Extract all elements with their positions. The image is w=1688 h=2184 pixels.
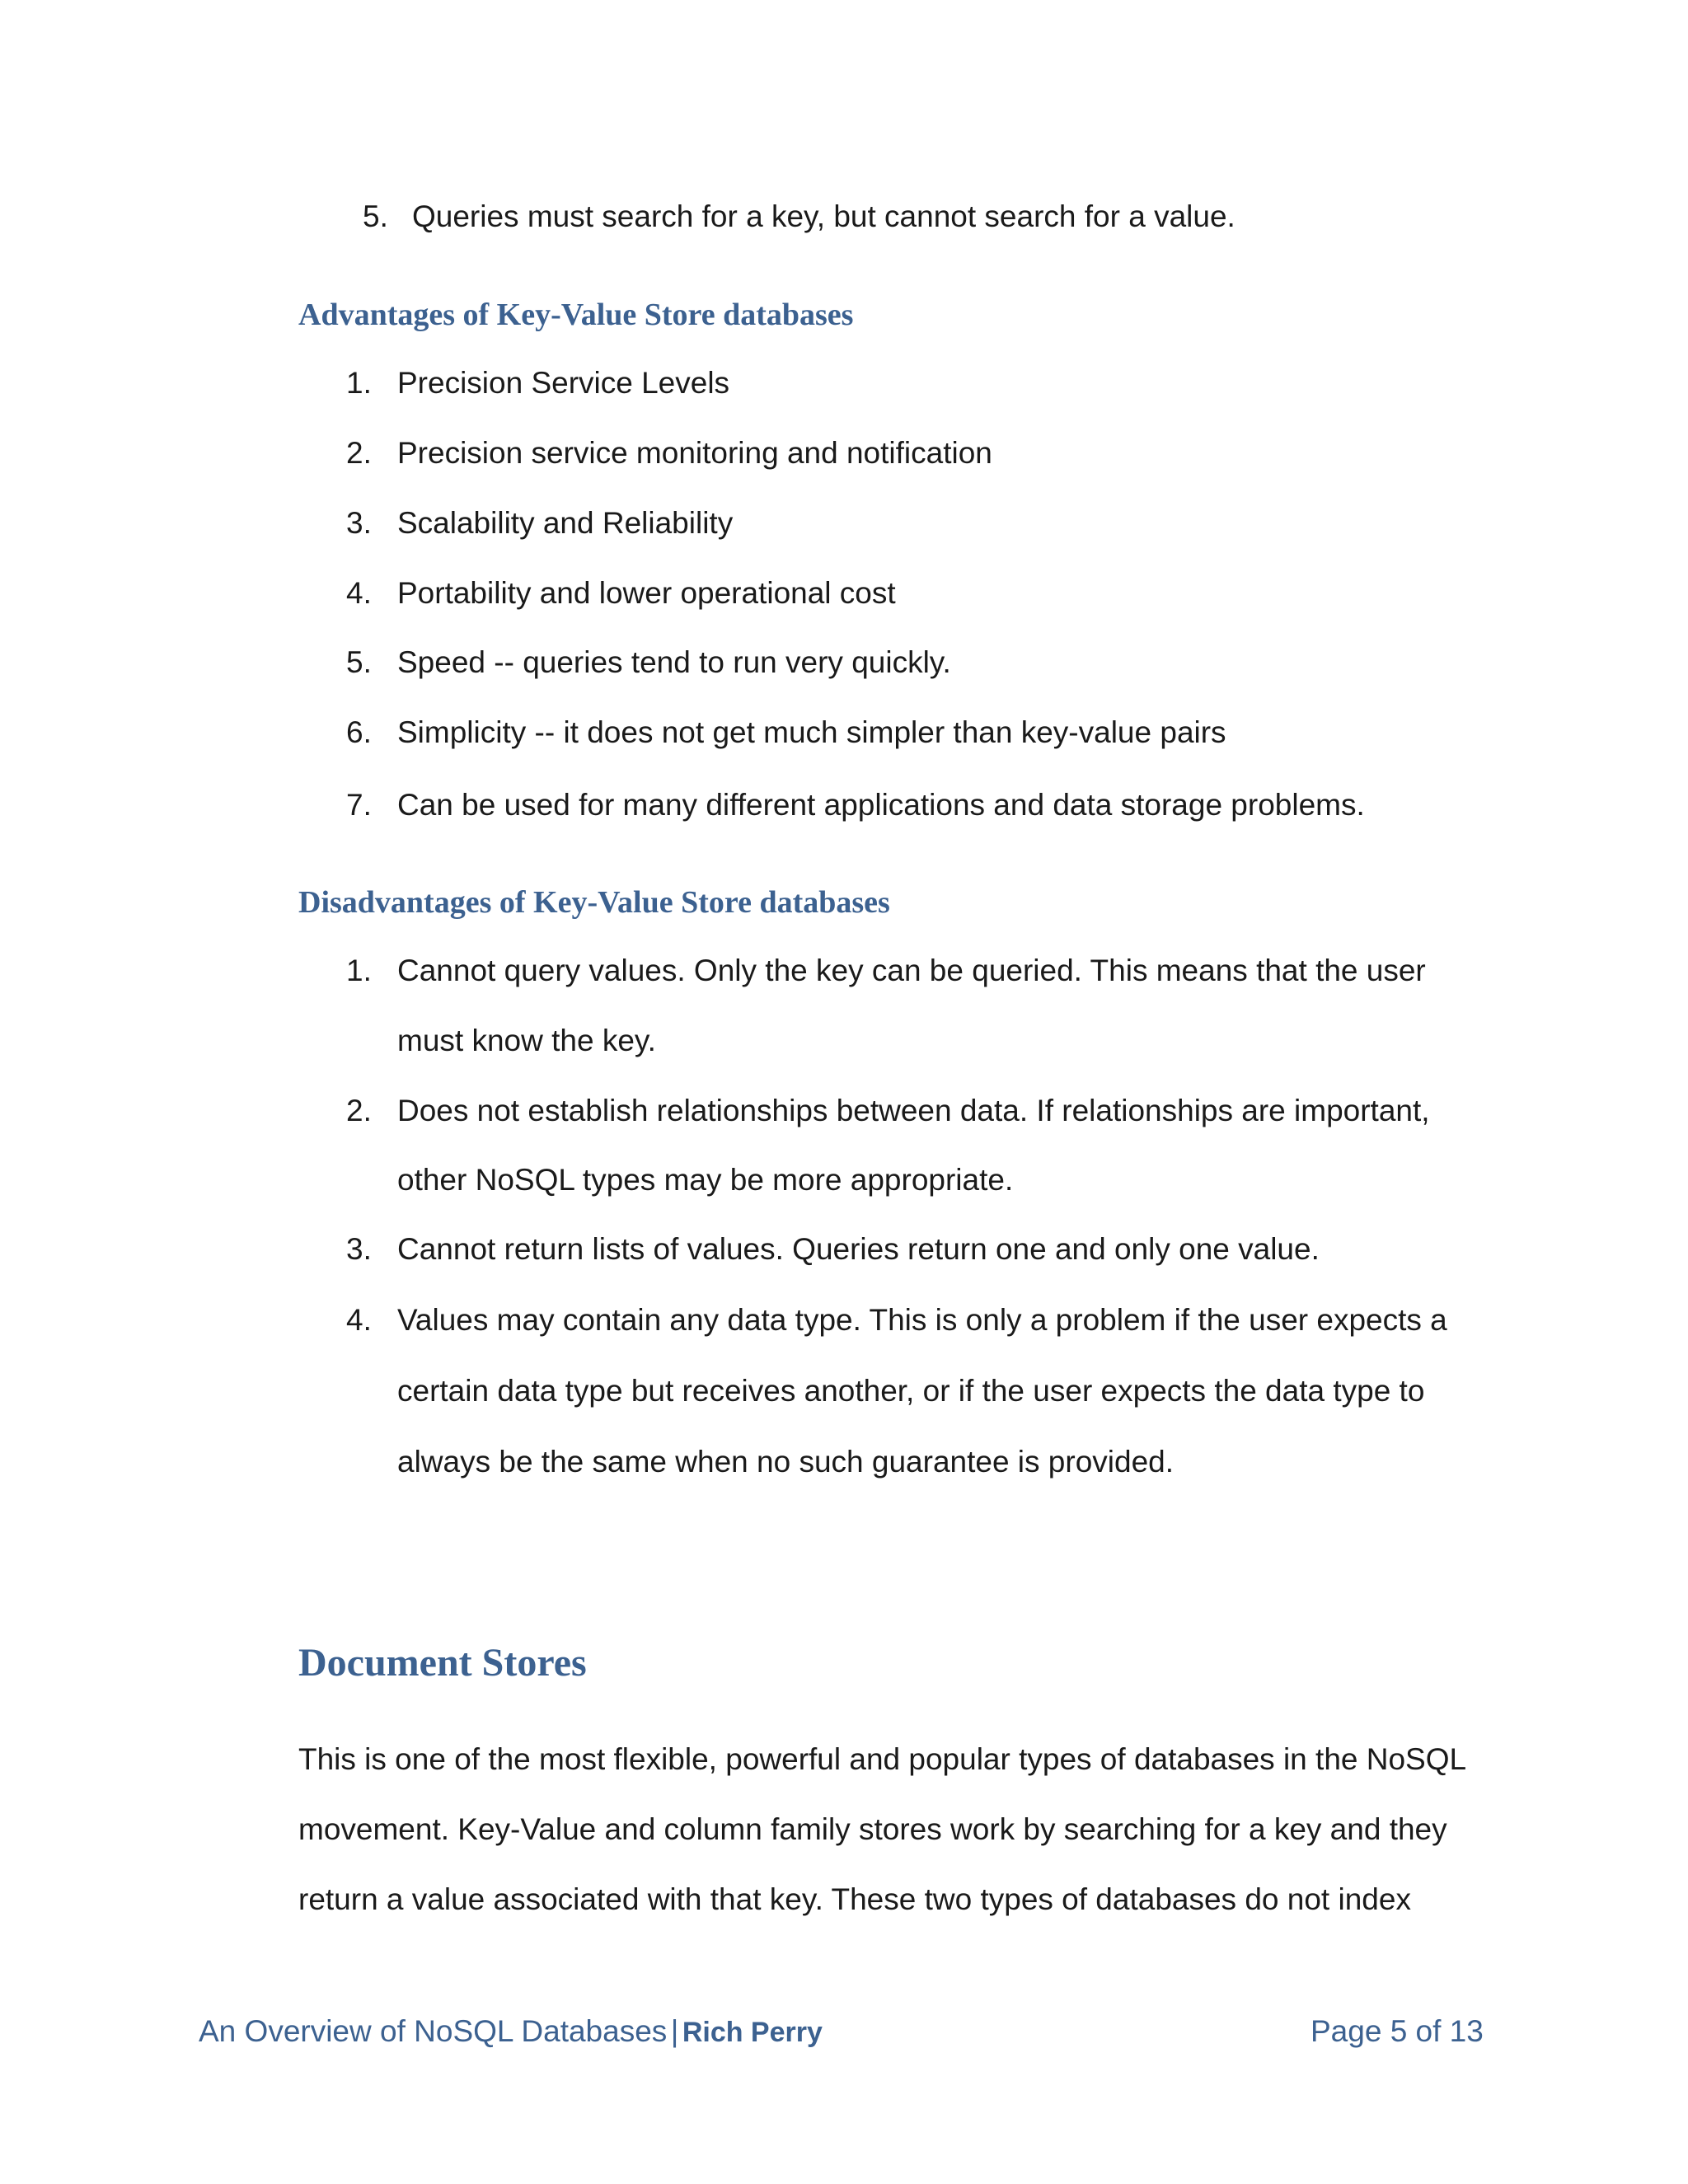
list-text: Precision Service Levels (397, 366, 730, 400)
list-text: Values may contain any data type. This is only a problem if the user expects a (397, 1303, 1447, 1337)
list-number: 6. (346, 715, 372, 749)
disadvantages-heading: Disadvantages of Key-Value Store databases (298, 885, 890, 920)
list-item (346, 505, 733, 541)
list-item (346, 435, 992, 471)
list-number: 4. (346, 576, 372, 610)
paragraph-line: return a value associated with that key. These two types of databases do not index (298, 1882, 1411, 1916)
list-text: Precision service monitoring and notification (397, 436, 992, 470)
list-number: 1. (346, 366, 372, 400)
list-item (346, 1093, 1430, 1129)
list-text-continuation: certain data type but receives another, or if the user expects the data type to (397, 1374, 1425, 1408)
list-text: Queries must search for a key, but cannot search for a value. (412, 199, 1236, 233)
list-text: Portability and lower operational cost (397, 576, 896, 610)
footer-left (199, 2013, 823, 2057)
list-item (346, 953, 1426, 989)
list-number: 3. (346, 1232, 372, 1266)
list-number: 7. (346, 788, 372, 822)
list-item (363, 199, 1236, 235)
list-number: 4. (346, 1303, 372, 1337)
list-text: Simplicity -- it does not get much simpler than key-value pairs (397, 715, 1226, 749)
list-number: 5. (346, 645, 372, 679)
list-number: 1. (346, 954, 372, 987)
page-number: Page 5 of 13 (1311, 2014, 1484, 2048)
paragraph-line: movement. Key-Value and column family stores work by searching for a key and they (298, 1812, 1447, 1846)
list-item (346, 575, 896, 612)
list-text-continuation: must know the key. (397, 1024, 656, 1057)
footer-separator: | (670, 2014, 679, 2048)
list-item (346, 1302, 1447, 1338)
footer-author: Rich Perry (682, 2017, 823, 2048)
list-text: Speed -- queries tend to run very quickly. (397, 645, 951, 679)
list-text: Scalability and Reliability (397, 506, 734, 540)
list-text: Cannot query values. Only the key can be queried. This means that the user (397, 954, 1426, 987)
list-item (346, 715, 1226, 751)
list-item (346, 1231, 1320, 1268)
list-text: Does not establish relationships between data. If relationships are important, (397, 1094, 1430, 1127)
list-number: 2. (346, 1094, 372, 1127)
list-item (346, 365, 729, 401)
list-item (346, 787, 1365, 823)
list-text-continuation: always be the same when no such guarantee is provided. (397, 1445, 1175, 1479)
list-number: 3. (346, 506, 372, 540)
advantages-heading: Advantages of Key-Value Store databases (298, 298, 854, 332)
paragraph-line: This is one of the most flexible, powerful and popular types of databases in the NoSQL (298, 1742, 1467, 1776)
list-item (346, 644, 951, 681)
section-title: Document Stores (298, 1641, 587, 1685)
list-text: Cannot return lists of values. Queries return one and only one value. (397, 1232, 1320, 1266)
list-number: 5. (363, 199, 388, 233)
list-text-continuation: other NoSQL types may be more appropriate. (397, 1163, 1014, 1197)
footer-doc-title: An Overview of NoSQL Databases (199, 2014, 668, 2048)
list-text: Can be used for many different applications and data storage problems. (397, 788, 1365, 822)
list-number: 2. (346, 436, 372, 470)
